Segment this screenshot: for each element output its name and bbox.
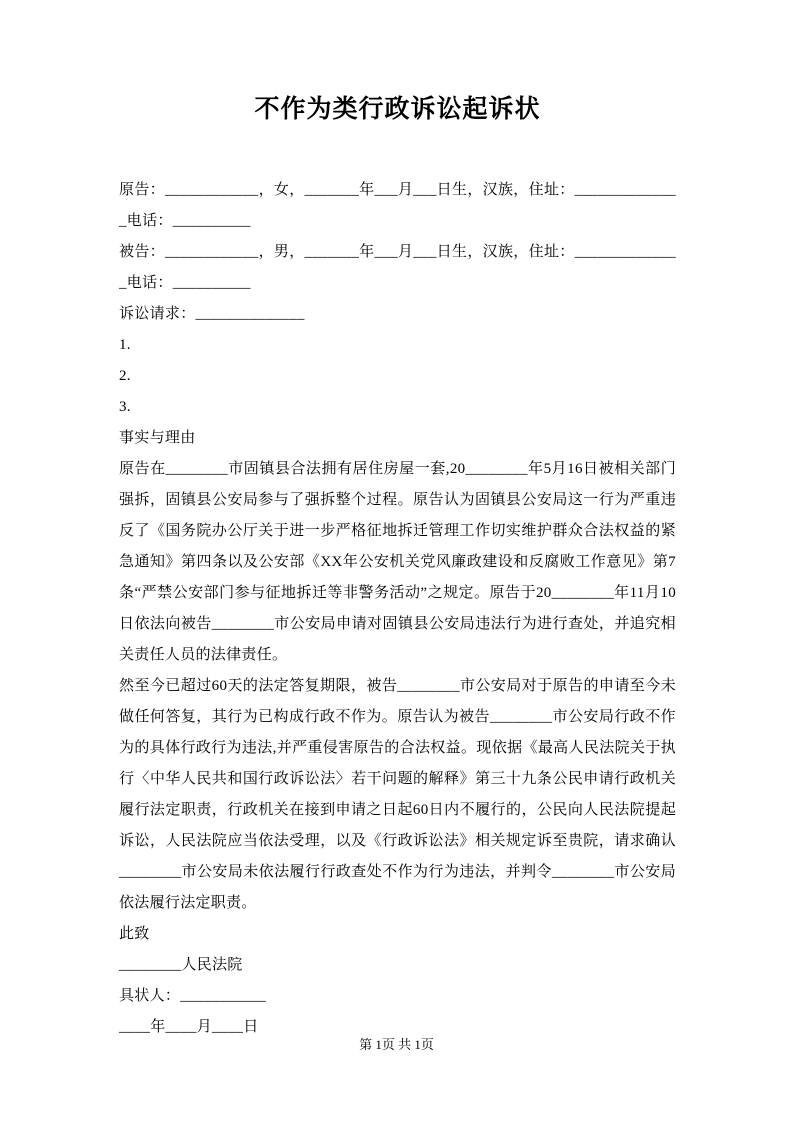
paragraph-plaintiff-info: 原告：____________，女，_______年___月___日生，汉族，住址：______________电话：__________ (119, 182, 676, 229)
paragraph-salutation: 此致 (119, 926, 150, 942)
paragraph-claim-2: 2. (119, 368, 131, 384)
paragraph-facts-heading: 事实与理由 (119, 430, 196, 446)
paragraph-date: ____年____月____日 (119, 1019, 259, 1035)
paragraph-facts-1: 原告在________市固镇县合法拥有居住房屋一套,20________年5月16日被相关部门强拆，固镇县公安局参与了强拆整个过程。原告认为固镇县公安局这一行为严重违反了《国务院办公厅关于进一步严格征地拆迁管理工作切实维护群众合法权益的紧急通知》第四条以及公安部《XX年公安机关党风廉政建设和反腐败工作意见》第7条“严禁公安部门参与征地拆迁等非警务活动”之规定。原告于20________年11月10日依法向被告________市公安局申请对固镇县公安局违法行为进行查处，并追究相关责任人员的法律责任。 (119, 461, 676, 663)
paragraph-defendant-info: 被告：____________，男，_______年___月___日生，汉族，住址：______________电话：__________ (119, 244, 676, 291)
page-footer (0, 1036, 793, 1054)
paragraph-court-name: ________人民法院 (119, 957, 243, 973)
document-title: 不作为类行政诉讼起诉状 (254, 96, 541, 123)
paragraph-claim-1: 1. (119, 337, 131, 353)
paragraph-claims-heading: 诉讼请求：______________ (119, 306, 305, 322)
page-number-label: 第 1页 共 1页 (359, 1037, 434, 1052)
document-body (119, 92, 676, 1043)
paragraph-signatory: 具状人：___________ (119, 988, 267, 1004)
paragraph-facts-2: 然至今已超过60天的法定答复期限，被告________市公安局对于原告的申请至今未做任何答复，其行为已构成行政不作为。原告认为被告________市公安局行政不作为的具体行政行为违法,并严重侵害原告的合法权益。现依据《最高人民法院关于执行〈中华人民共和国行政诉讼法〉若干问题的解释》第三十九条公民申请行政机关履行法定职责，行政机关在接到申请之日起60日内不履行的，公民向人民法院提起诉讼，人民法院应当依法受理，以及《行政诉讼法》相关规定诉至贵院，请求确认________市公安局未依法履行行政查处不作为行为违法，并判令________市公安局依法履行法定职责。 (119, 678, 676, 911)
paragraph-claim-3: 3. (119, 399, 131, 415)
